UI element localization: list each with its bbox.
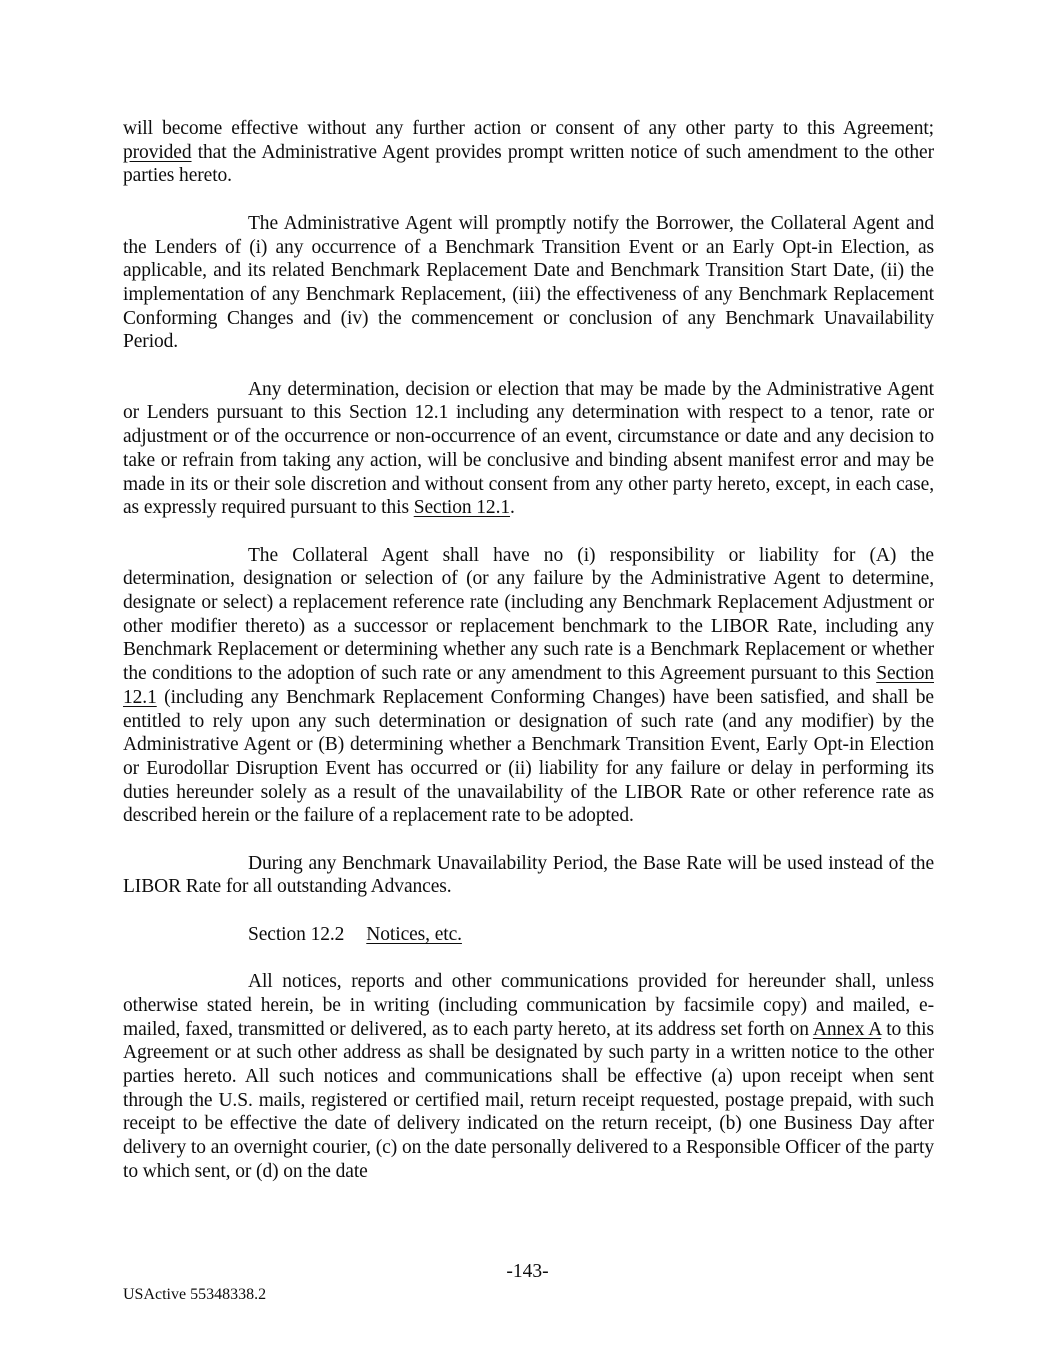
document-id: USActive 55348338.2 <box>123 1286 267 1303</box>
underlined-section-12-1-reference: Section 12.1 <box>413 497 511 519</box>
paragraph-text: (including any Benchmark Replacement Conforming Changes) have been satisfied, and shall be entitled to rely upon any such determination or designation of such rate (and any modifier) by the Administrative Agent or (B) determining whether a Benchmark Transition Event, Early Opt-in Election or Eurodollar Disruption Event has occurred or (ii) liability for any failure or delay in performing its duties hereunder solely as a result of the unavailability of the LIBOR Rate or other reference rate as described herein or the failure of a replacement rate to be adopted. <box>123 686 934 827</box>
paragraph-collateral-agent-liability <box>123 544 934 828</box>
underlined-section-12-1-reference: Section 12.1 <box>123 663 934 708</box>
underlined-term-provided: provided <box>123 141 192 163</box>
paragraph-text: that the Administrative Agent provides prompt written notice of such amendment to the other parties hereto. <box>123 141 934 187</box>
paragraph-text: During any Benchmark Unavailability Period, the Base Rate will be used instead of the LIBOR Rate for all outstanding Advances. <box>123 852 934 898</box>
underlined-annex-a-reference: Annex A <box>812 1018 882 1040</box>
section-title: Notices, etc. <box>366 923 462 945</box>
paragraph-text: The Collateral Agent shall have no (i) responsibility or liability for (A) the determination, designation or selection of (or any failure by the Administrative Agent to determine, designate or select) a replacement reference rate (including any Benchmark Replacement Adjustment or other modifier thereto) as a successor or replacement benchmark to the LIBOR Rate, including any Benchmark Replacement or determining whether any such rate is a Benchmark Replacement or whether the conditions to the adoption of such rate or any amendment to this Agreement pursuant to this <box>123 544 934 685</box>
paragraph-admin-agent-notify <box>123 212 934 354</box>
paragraph-text: . <box>510 497 515 519</box>
page-number: -143- <box>506 1261 549 1282</box>
paragraph-amendment-effectiveness <box>123 117 934 188</box>
paragraph-text: All notices, reports and other communications provided for hereunder shall, unless otherwise stated herein, be in writing (including communication by facsimile copy) and mailed, e-mailed, faxed, transmitted or delivered, as to each party hereto, at its address set forth on <box>123 971 934 1040</box>
section-heading-12-2 <box>123 923 934 947</box>
paragraph-text: will become effective without any further action or consent of any other party to this Agreement; <box>123 118 934 139</box>
paragraph-text: The Administrative Agent will promptly notify the Borrower, the Collateral Agent and the Lenders of (i) any occurrence of a Benchmark Transition Event or an Early Opt-in Election, as applicable, and its related Benchmark Replacement Date and Benchmark Transition Start Date, (ii) the implementation of any Benchmark Replacement, (iii) the effectiveness of any Benchmark Replacement Conforming Changes and (iv) the commencement or conclusion of any Benchmark Unavailability Period. <box>123 212 934 353</box>
paragraph-text: to this Agreement or at such other address as shall be designated by such party in a written notice to the other parties hereto. All such notices and communications shall be effective (a) upon receipt when sent through the U.S. mails, registered or certified mail, return receipt requested, postage prepaid, with such receipt to be effective the date of delivery indicated on the return receipt, (b) one Business Day after delivery to an overnight courier, (c) on the date personally delivered to a Responsible Officer of the party to which sent, or (d) on the date <box>123 1018 934 1182</box>
paragraph-notices <box>123 970 934 1183</box>
paragraph-determination-binding <box>123 378 934 520</box>
document-body <box>123 117 934 1207</box>
paragraph-text: Any determination, decision or election that may be made by the Administrative Agent or Lenders pursuant to this Section 12.1 including any determination with respect to a tenor, rate or adjustment or of the occurrence or non-occurrence of an event, circumstance or date and any decision to take or refrain from taking any action, will be conclusive and binding absent manifest error and may be made in its or their sole discretion and without consent from any other party hereto, except, in each case, as expressly required pursuant to this <box>123 378 934 519</box>
paragraph-base-rate-fallback <box>123 852 934 899</box>
section-number: Section 12.2 <box>248 923 345 945</box>
